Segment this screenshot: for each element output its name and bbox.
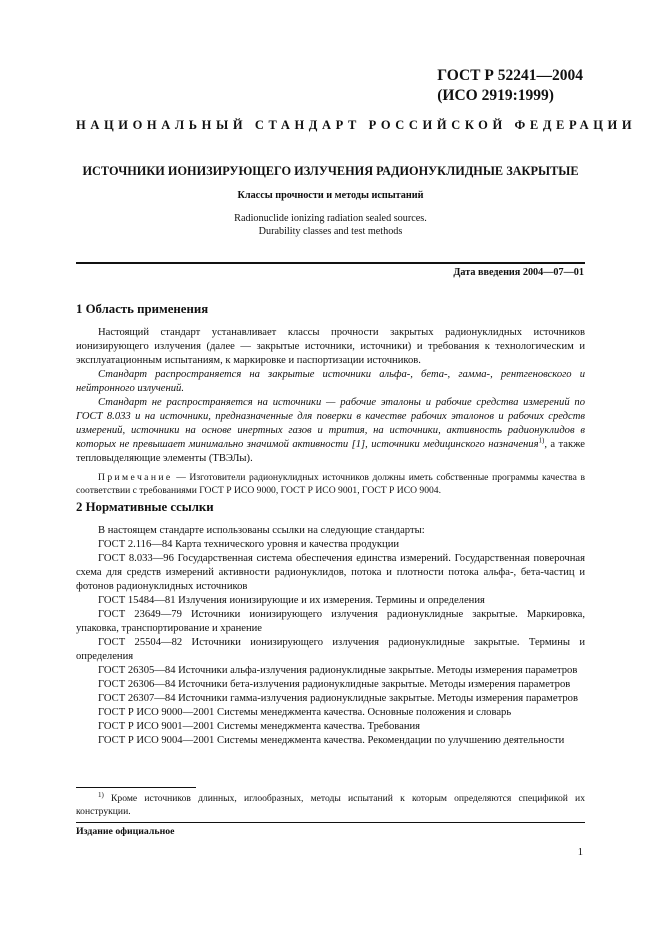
- english-title-line-2: Durability classes and test methods: [258, 226, 403, 237]
- reference-line: ГОСТ Р ИСО 9000—2001 Системы менеджмента качества. Основные положения и словарь: [98, 707, 512, 718]
- standard-code: ГОСТ Р 52241—2004: [437, 67, 583, 84]
- section-1-note: [76, 471, 585, 497]
- edition-label: Издание официальное: [76, 826, 175, 837]
- page-number: 1: [577, 847, 583, 858]
- reference-line: ГОСТ 26307—84 Источники гамма-излучения радионуклидные закрытые. Методы измерения параметров: [98, 693, 578, 704]
- footnote-divider: [76, 787, 196, 788]
- footnote-ref: 1): [538, 436, 545, 445]
- iso-code: (ИСО 2919:1999): [437, 87, 554, 104]
- footnote-text-line: [76, 792, 585, 818]
- note-text: — Изготовители радионуклидных источников должны иметь собственные программы качества в соответствии с требованиями ГОСТ Р ИСО 9000, ГОСТ Р ИСО 9001, ГОСТ Р ИСО 9004.: [76, 472, 585, 496]
- reference-line: ГОСТ 2.116—84 Карта технического уровня и качества продукции: [98, 539, 400, 550]
- document-subtitle: Классы прочности и методы испытаний: [237, 190, 424, 201]
- introduction-date: Дата введения 2004—07—01: [453, 267, 584, 278]
- section-1-paragraph-3-italic: Стандарт не распространяется на источники — рабочие эталоны и рабочие средства измерений по ГОСТ 8.033 и на источники, предназначенные для поверки в качестве рабочих эталонов и рабочих средств измерений, источники на основе инертных газов и трития, на источники, активность радионуклидов в которых не превышает минимально значимой активности [1], источники медицинского назначения: [76, 397, 585, 450]
- section-1-body: [76, 326, 585, 497]
- reference-line: В настоящем стандарте использованы ссылки на следующие стандарты:: [98, 525, 425, 536]
- national-standard-banner: НАЦИОНАЛЬНЫЙ СТАНДАРТ РОССИЙСКОЙ ФЕДЕРАЦИИ: [76, 118, 637, 132]
- section-1-paragraph-3-end: , а также тепловыделяющие элементы (ТВЭЛы).: [76, 439, 585, 464]
- section-2-body: [76, 524, 585, 748]
- reference-line: ГОСТ 25504—82 Источники ионизирующего излучения радионуклидные закрытые. Термины и определения: [76, 637, 585, 662]
- footnote: [76, 792, 585, 818]
- reference-line: ГОСТ 26306—84 Источники бета-излучения радионуклидные закрытые. Методы измерения параметров: [98, 679, 571, 690]
- document-title: ИСТОЧНИКИ ИОНИЗИРУЮЩЕГО ИЗЛУЧЕНИЯ РАДИОНУКЛИДНЫЕ ЗАКРЫТЫЕ: [82, 164, 579, 178]
- standard-code-block: [437, 66, 583, 106]
- section-1-paragraph-1: Настоящий стандарт устанавливает классы прочности закрытых радионуклидных источников ионизирующего излучения (далее — закрытые источники, источники) и требования к технологическим и эксплуатационным испытаниям, к маркировке и паспортизации источников.: [76, 327, 585, 366]
- reference-line: ГОСТ Р ИСО 9004—2001 Системы менеджмента качества. Рекомендации по улучшению деятельности: [98, 735, 565, 746]
- footnote-mark: 1): [98, 790, 104, 799]
- english-title: [0, 212, 661, 238]
- reference-line: ГОСТ Р ИСО 9001—2001 Системы менеджмента качества. Требования: [98, 721, 421, 732]
- edition-divider: [76, 822, 585, 823]
- reference-line: ГОСТ 15484—81 Излучения ионизирующие и их измерения. Термины и определения: [98, 595, 485, 606]
- section-1-paragraph-3: [76, 396, 585, 466]
- note-label: Примечание: [98, 472, 173, 483]
- reference-line: ГОСТ 23649—79 Источники ионизирующего излучения радионуклидные закрытые. Маркировка, упаковка, транспортирование и хранение: [76, 609, 585, 634]
- section-1-paragraph-2: Стандарт распространяется на закрытые источники альфа-, бета-, гамма-, рентгеновского и нейтронного излучений.: [76, 369, 585, 394]
- reference-line: ГОСТ 8.033—96 Государственная система обеспечения единства измерений. Государственная поверочная схема для средств измерений активности радионуклидов, потока и плотности потока альфа-, бета-частиц и фотонов радионуклидных источников: [76, 553, 585, 592]
- footnote-text: Кроме источников длинных, иглообразных, методы испытаний к которым определяются спецификой их конструкции.: [76, 793, 585, 817]
- section-2-heading: 2 Нормативные ссылки: [76, 500, 214, 514]
- section-1-heading: 1 Область применения: [76, 302, 209, 316]
- english-title-line-1: Radionuclide ionizing radiation sealed sources.: [234, 213, 427, 224]
- reference-line: ГОСТ 26305—84 Источники альфа-излучения радионуклидные закрытые. Методы измерения параметров: [98, 665, 578, 676]
- title-divider: [76, 262, 585, 264]
